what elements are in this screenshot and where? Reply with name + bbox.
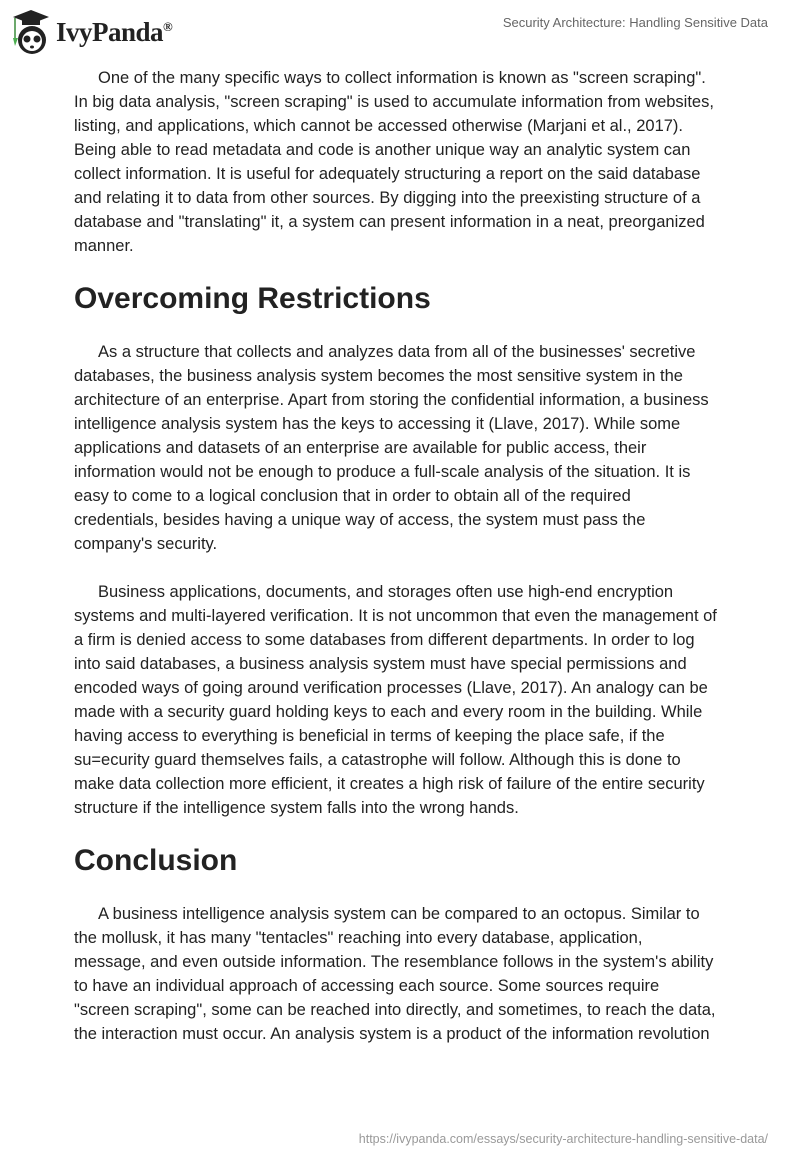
document-title: Security Architecture: Handling Sensitive Data (502, 15, 768, 30)
section-heading: Conclusion (74, 844, 238, 877)
paragraph (74, 580, 734, 820)
text-line: manner. (74, 237, 134, 255)
text-line: database and "translating" it, a system can present information in a neat, preorganized (74, 213, 705, 231)
text-line: databases, the business analysis system becomes the most sensitive system in the (74, 367, 683, 385)
text-line: Being able to read metadata and code is another unique way an analytic system can (74, 141, 691, 159)
paragraph (74, 340, 734, 556)
text-line: collect information. It is useful for adequately structuring a report on the said database (74, 165, 701, 183)
text-line: encoded ways of going around verification processes (Llave, 2017). An analogy can be (74, 679, 708, 697)
source-url[interactable]: https://ivypanda.com/essays/security-architecture-handling-sensitive-data/ (358, 1132, 768, 1146)
essay-body (74, 66, 734, 1070)
text-line: listing, and applications, which cannot be accessed otherwise (Marjani et al., 2017). (74, 117, 684, 135)
text-line: information would not be enough to produce a full-scale analysis of the situation. It is (74, 463, 691, 481)
panda-graduate-icon (12, 8, 50, 56)
text-line: su=ecurity guard themselves fails, a catastrophe will follow. Although this is done to (74, 751, 681, 769)
text-line: easy to come to a logical conclusion that in order to obtain all of the required (74, 487, 631, 505)
text-line: As a structure that collects and analyzes data from all of the businesses' secretive (98, 343, 696, 361)
text-line: company's security. (74, 535, 218, 553)
text-line: A business intelligence analysis system can be compared to an octopus. Similar to (98, 905, 700, 923)
text-line: In big data analysis, "screen scraping" is used to accumulate information from websites, (74, 93, 714, 111)
text-line: applications and datasets of an enterprise are available for public access, their (74, 439, 647, 457)
text-line: intelligence analysis system has the keys to accessing it (Llave, 2017). While some (74, 415, 681, 433)
paragraph (74, 66, 734, 258)
section-heading: Overcoming Restrictions (74, 282, 431, 315)
page-header (0, 0, 800, 60)
text-line: One of the many specific ways to collect information is known as "screen scraping". (98, 69, 706, 87)
text-line: having access to everything is beneficial in terms of keeping the place safe, if the (74, 727, 665, 745)
text-line: message, and even outside information. The resemblance follows in the system's ability (74, 953, 714, 971)
text-line: systems and multi-layered verification. It is not uncommon that even the management of (74, 607, 717, 625)
text-line: credentials, besides having a unique way of access, the system must pass the (74, 511, 646, 529)
text-line: the interaction must occur. An analysis system is a product of the information revolution (74, 1025, 710, 1043)
text-line: a firm is denied access to some databases from different departments. In order to log (74, 631, 695, 649)
text-line: architecture of an enterprise. Apart from storing the confidential information, a business (74, 391, 709, 409)
text-line: structure if the intelligence system falls into the wrong hands. (74, 799, 519, 817)
logo-text: IvyPanda (56, 16, 164, 47)
registered-mark: ® (163, 18, 173, 34)
text-line: "screen scraping", some can be reached into directly, and sometimes, to reach the data, (74, 1001, 716, 1019)
text-line: make data collection more efficient, it creates a high risk of failure of the entire security (74, 775, 705, 793)
text-line: to have an individual approach of accessing each source. Some sources require (74, 977, 660, 995)
text-line: Business applications, documents, and storages often use high-end encryption (98, 583, 674, 601)
text-line: into said databases, a business analysis system must have special permissions and (74, 655, 687, 673)
ivypanda-logo[interactable] (12, 8, 172, 56)
paragraph (74, 902, 734, 1046)
text-line: made with a security guard holding keys to each and every room in the building. While (74, 703, 703, 721)
text-line: the mollusk, it has many "tentacles" reaching into every database, application, (74, 929, 643, 947)
text-line: and relating it to data from other sources. By digging into the preexisting structure of a (74, 189, 701, 207)
